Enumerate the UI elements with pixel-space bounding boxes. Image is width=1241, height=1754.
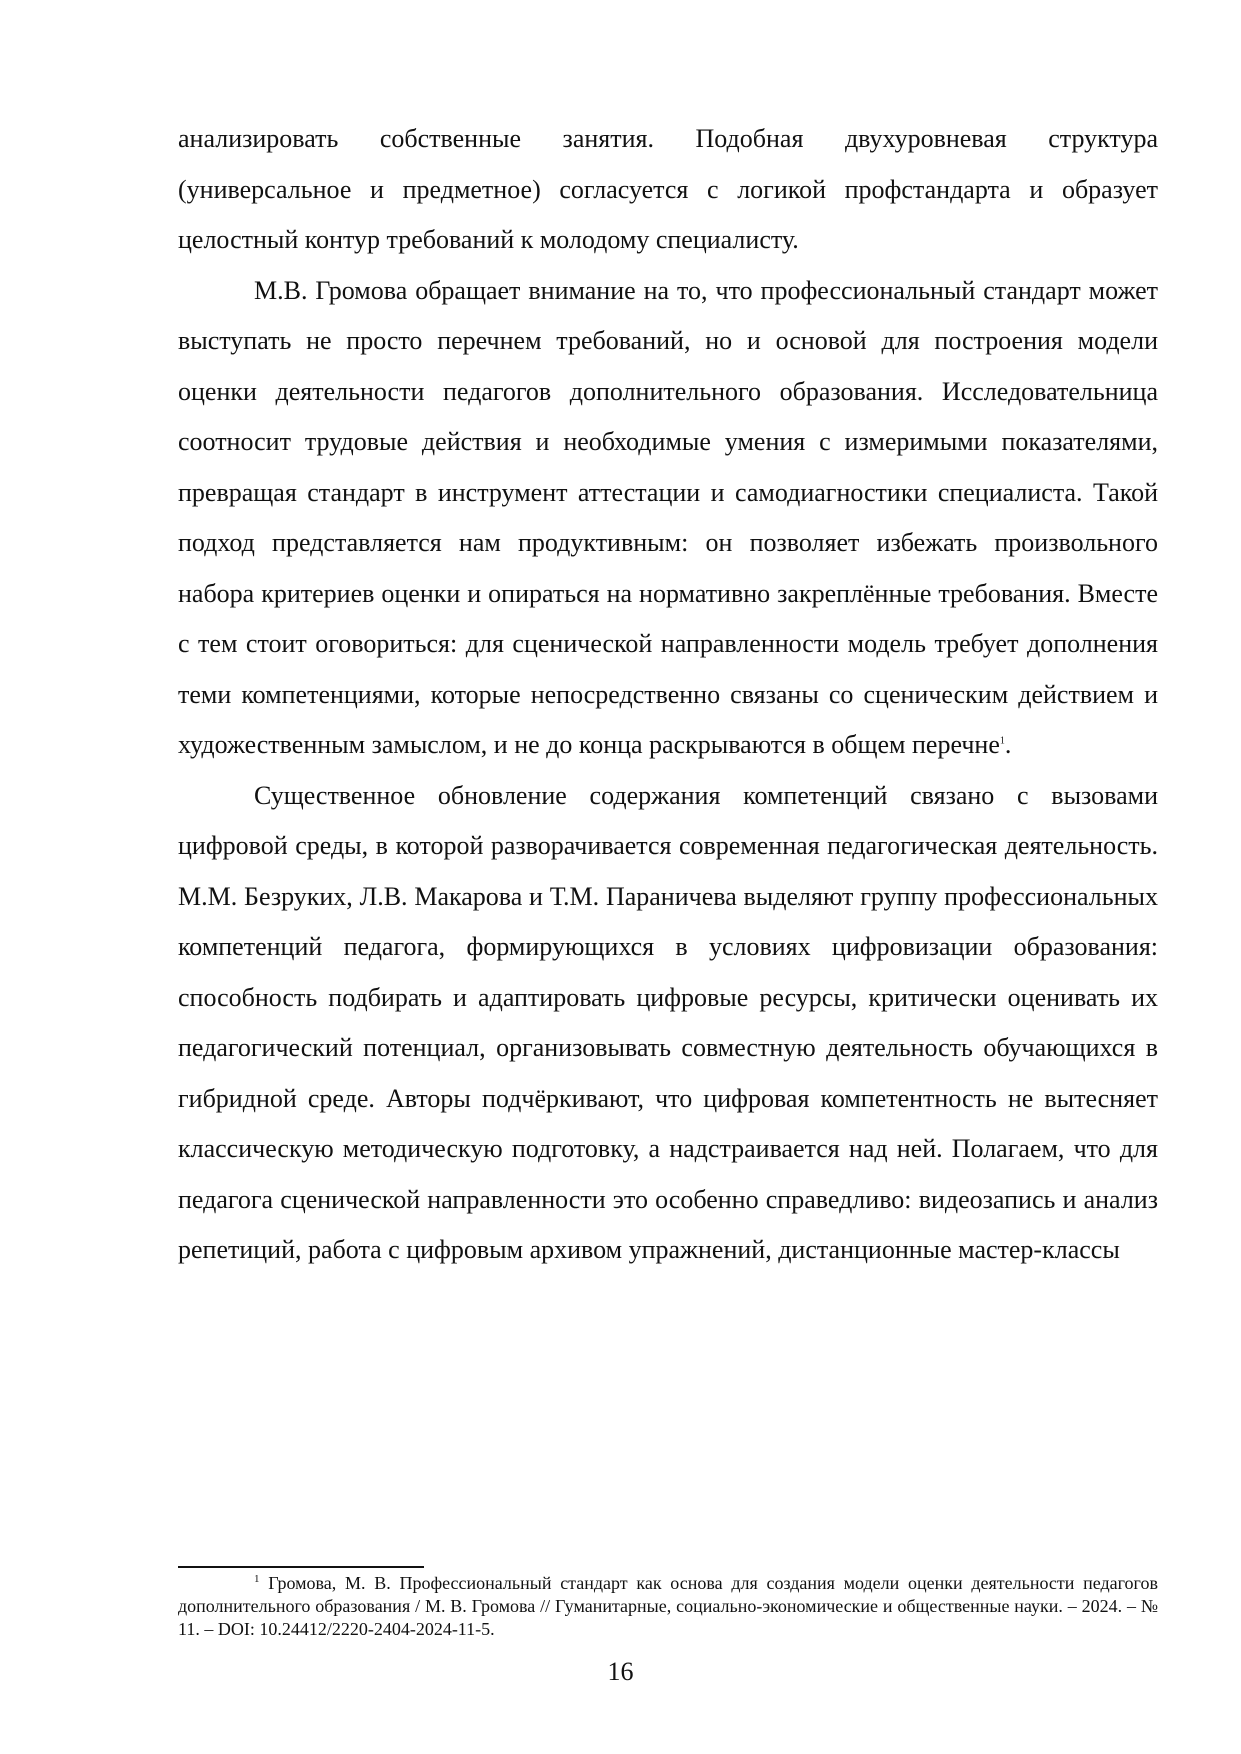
paragraph-2-end: . [1004,730,1012,759]
footnote-text: Громова, М. В. Профессиональный стандарт как основа для создания модели оценки деятельности педагогов дополнительного образования / М. В. Громова // Гуманитарные, социально-экономические и общественные науки. – 2024. – № 11. – DOI: 10.24412/2220-2404-2024-11-5. [178,1573,1158,1639]
footnote-separator [178,1566,424,1568]
body-text [178,114,1158,1276]
footnote [178,1572,1158,1641]
paragraph-2-text: М.В. Громова обращает внимание на то, что профессиональный стандарт может выступать не просто перечнем требований, но и основой для построения модели оценки деятельности педагогов дополнительного образования. Исследовательница соотносит трудовые действия и необходимые умения с измеримыми показателями, превращая стандарт в инструмент аттестации и самодиагностики специалиста. Такой подход представляется нам продуктивным: он позволяет избежать произвольного набора критериев оценки и опираться на нормативно закреплённые требования. Вместе с тем стоит оговориться: для сценической направленности модель требует дополнения теми компетенциями, которые непосредственно связаны со сценическим действием и художественным замыслом, и не до конца раскрываются в общем перечне [178,275,1158,759]
paragraph-2 [178,266,1158,771]
paragraph-1: анализировать собственные занятия. Подобная двухуровневая структура (универсальное и предметное) согласуется с логикой профстандарта и образует целостный контур требований к молодому специалисту. [178,124,1158,254]
page-number: 16 [607,1657,634,1686]
footnote-mark: 1 [254,1573,260,1585]
footnote-reference[interactable]: 1 [999,735,1005,747]
paragraph-3: Существенное обновление содержания компетенций связано с вызовами цифровой среды, в которой разворачивается современная педагогическая деятельность. М.М. Безруких, Л.В. Макарова и Т.М. Параничева выделяют группу профессиональных компетенций педагога, формирующихся в условиях цифровизации образования: способность подбирать и адаптировать цифровые ресурсы, критически оценивать их педагогический потенциал, организовывать совместную деятельность обучающихся в гибридной среде. Авторы подчёркивают, что цифровая компетентность не вытесняет классическую методическую подготовку, а надстраивается над ней. Полагаем, что для педагога сценической направленности это особенно справедливо: видеозапись и анализ репетиций, работа с цифровым архивом упражнений, дистанционные мастер-классы [178,780,1158,1264]
